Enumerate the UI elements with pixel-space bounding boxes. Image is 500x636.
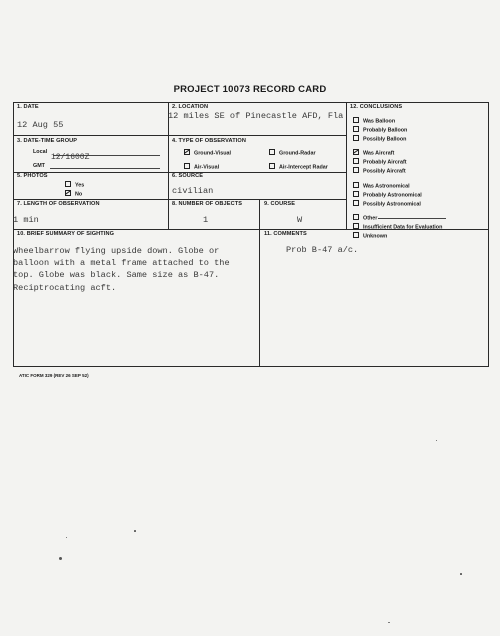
summary-text	[13, 245, 230, 294]
page-title: PROJECT 10073 RECORD CARD	[173, 84, 327, 95]
conclusion-option: Other	[353, 214, 446, 223]
course-value: W	[297, 215, 303, 225]
conclusion-option: Possibly Aircraft	[353, 167, 446, 176]
checkbox	[353, 135, 359, 141]
checkbox	[353, 149, 359, 155]
summary-line: top. Globe was black. Same size as B-47.	[13, 270, 220, 281]
checkbox	[353, 223, 359, 229]
checkbox	[353, 158, 359, 164]
conclusion-option: Insufficient Data for Evaluation	[353, 223, 446, 232]
divider	[346, 102, 347, 229]
gmt-line	[50, 168, 160, 169]
scan-speck	[59, 557, 62, 560]
checkbox	[353, 191, 359, 197]
summary-line: balloon with a metal frame attached to the	[13, 258, 230, 269]
conclusion-option: Possibly Astronomical	[353, 200, 446, 209]
conclusions-list	[353, 117, 446, 241]
type-option: Ground-Visual	[184, 149, 231, 157]
checkbox	[353, 167, 359, 173]
summary-label: 10. BRIEF SUMMARY OF SIGHTING	[17, 231, 115, 237]
scan-speck	[134, 530, 136, 532]
type-label: 4. TYPE OF OBSERVATION	[172, 138, 246, 144]
source-value: civilian	[172, 186, 214, 196]
date-value: 12 Aug 55	[17, 120, 64, 130]
num-objects-value: 1	[203, 215, 209, 225]
checkbox	[353, 117, 359, 123]
conclusion-option: Was Astronomical	[353, 182, 446, 191]
comments-label: 11. COMMENTS	[264, 231, 307, 237]
conclusion-option: Unknown	[353, 232, 446, 241]
checkbox	[353, 126, 359, 132]
local-label: Local	[33, 149, 48, 155]
type-option: Ground-Radar	[269, 149, 316, 157]
photos-label: 5. PHOTOS	[17, 173, 48, 179]
divider	[168, 102, 169, 229]
checkbox	[269, 163, 275, 169]
checkbox	[269, 149, 275, 155]
form-number: ATIC FORM 329 (REV 26 SEP 52)	[19, 373, 89, 378]
num-objects-label: 8. NUMBER OF OBJECTS	[172, 201, 243, 207]
summary-line: Reciptrocating acft.	[13, 282, 117, 293]
gmt-label: GMT	[33, 163, 45, 169]
length-label: 7. LENGTH OF OBSERVATION	[17, 201, 100, 207]
conclusion-option: Probably Astronomical	[353, 191, 446, 200]
scan-speck	[66, 537, 67, 538]
divider	[13, 199, 347, 200]
checkbox	[65, 190, 71, 196]
conclusion-option: Probably Balloon	[353, 126, 446, 135]
conclusion-option: Was Aircraft	[353, 149, 446, 158]
photos-option: Yes	[65, 181, 84, 189]
divider	[13, 135, 347, 136]
type-option: Air-Visual	[184, 163, 219, 171]
checkbox	[353, 214, 359, 220]
conclusion-option: Was Balloon	[353, 117, 446, 126]
checkbox	[184, 163, 190, 169]
checkbox	[353, 200, 359, 206]
scan-speck	[388, 622, 390, 623]
comments-value: Prob B-47 a/c.	[286, 245, 359, 255]
dtg-label: 3. DATE-TIME GROUP	[17, 138, 78, 144]
checkbox	[65, 181, 71, 187]
conclusions-label: 12. CONCLUSIONS	[350, 104, 403, 110]
checkbox	[353, 232, 359, 238]
location-label: 2. LOCATION	[172, 104, 209, 110]
scan-speck	[436, 440, 437, 441]
gmt-value: 12/1600Z	[51, 153, 90, 162]
date-label: 1. DATE	[17, 104, 39, 110]
divider	[259, 199, 260, 367]
course-label: 9. COURSE	[264, 201, 296, 207]
scan-speck	[460, 573, 462, 575]
type-option: Air-Intercept Radar	[269, 163, 328, 171]
length-value: 1 min	[13, 215, 39, 225]
conclusion-option: Possibly Balloon	[353, 135, 446, 144]
source-label: 6. SOURCE	[172, 173, 204, 179]
photos-option: No	[65, 190, 82, 198]
summary-line: Wheelbarrow flying upside down. Globe or	[13, 246, 220, 256]
conclusion-option: Probably Aircraft	[353, 158, 446, 167]
checkbox	[184, 149, 190, 155]
location-value: 12 miles SE of Pinecastle AFD, Fla	[168, 111, 344, 121]
checkbox	[353, 182, 359, 188]
other-line	[378, 218, 446, 219]
